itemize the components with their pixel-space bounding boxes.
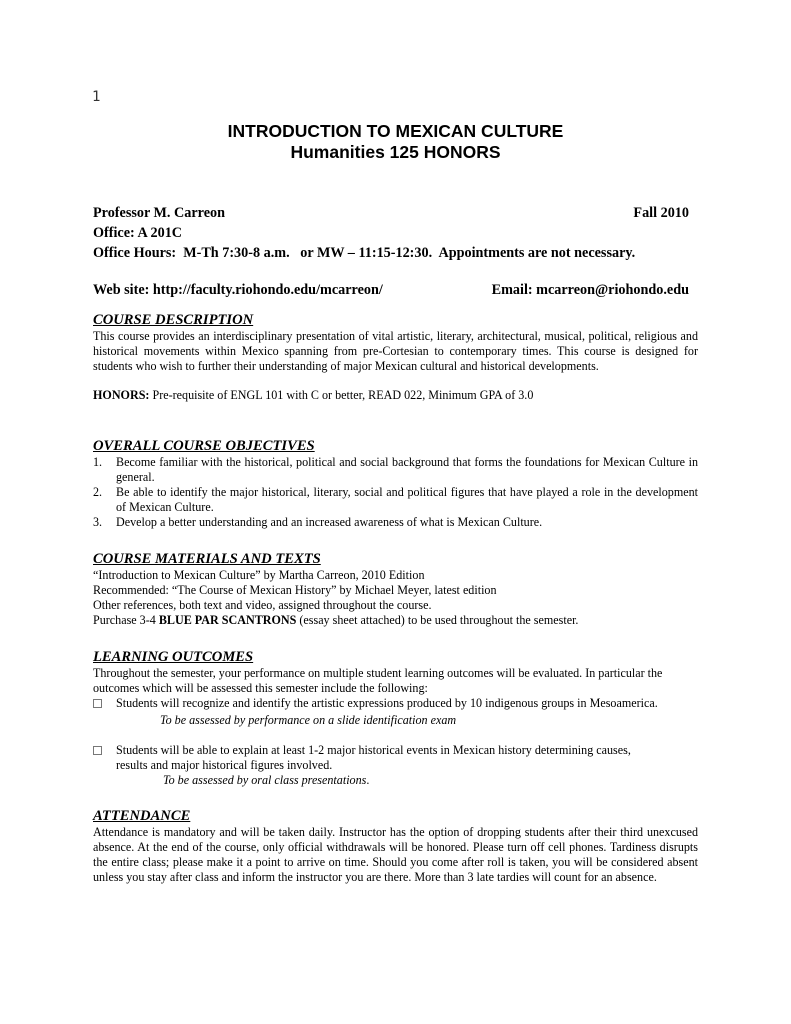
list-text: Become familiar with the historical, political and social background that forms the foundations for Mexican Culture in general. [116, 455, 698, 484]
honors-requirements [93, 388, 698, 403]
instructor-info [93, 203, 689, 300]
office: Office: A 201C [93, 225, 183, 241]
outcome-text-line: results and major historical figures involved. [116, 758, 333, 772]
website-link[interactable]: Web site: http://faculty.riohondo.edu/mcarreon/ [93, 282, 383, 298]
assessment-note [93, 773, 698, 788]
course-title: INTRODUCTION TO MEXICAN CULTURE [227, 121, 564, 141]
list-text: Develop a better understanding and an increased awareness of what is Mexican Culture. [116, 515, 543, 529]
checkbox-bullet-icon [93, 743, 116, 773]
outcome-text-line: Students will be able to explain at least 1-2 major historical events in Mexican history determining causes, [116, 743, 631, 757]
office-hours: Office Hours: M-Th 7:30-8 a.m. or MW – 11:15-12:30. Appointments are not necessary. [93, 245, 636, 261]
list-number: 3. [93, 515, 103, 529]
attendance-section [93, 808, 698, 885]
objectives-section [93, 438, 698, 530]
section-heading: LEARNING OUTCOMES [93, 649, 254, 665]
scantron-line [93, 613, 698, 628]
scantron-prefix: Purchase 3-4 [93, 613, 159, 627]
outcome-text: Students will recognize and identify the artistic expressions produced by 10 indigenous groups in Mesoamerica. [116, 696, 658, 710]
course-description-text: This course provides an interdisciplinary presentation of vital artistic, literary, architectural, musical, political, religious and historical movements within Mexico spanning from pre-Cortesian to contemporary times. This course is designed for students who wish to further their understanding of major Mexican cultural and historical developments. [93, 329, 698, 373]
list-item [93, 515, 698, 530]
outcome-text [116, 743, 631, 773]
checkbox-bullet-icon [93, 696, 116, 713]
assessment-text: To be assessed by oral class presentations [163, 773, 367, 787]
recommended-line: Recommended: “The Course of Mexican History” by Michael Meyer, latest edition [93, 583, 497, 597]
section-heading: COURSE MATERIALS AND TEXTS [93, 551, 321, 567]
attendance-text: Attendance is mandatory and will be taken daily. Instructor has the option of dropping students after their third unexcused absence. At the end of the course, only official withdrawals will be honored. Please turn off cell phones. Tardiness disrupts the entire class; please make it a point to arrive on time. Should you come after roll is taken, you will be considered absent unless you stay after class and inform the instructor you are there. More than 3 late tardies will count for an absence. [93, 825, 698, 884]
outcomes-section [93, 649, 698, 788]
references-line: Other references, both text and video, assigned throughout the course. [93, 598, 432, 612]
outcomes-intro: Throughout the semester, your performance on multiple student learning outcomes will be evaluated. In particular the outcomes which will be assessed this semester include the following: [93, 666, 663, 695]
list-number: 2. [93, 485, 103, 499]
textbook-line: “Introduction to Mexican Culture” by Martha Carreon, 2010 Edition [93, 568, 425, 582]
scantron-suffix: (essay sheet attached) to be used throughout the semester. [296, 613, 579, 627]
objectives-list [93, 455, 698, 530]
section-heading: ATTENDANCE [93, 808, 191, 824]
email-link[interactable]: Email: mcarreon@riohondo.edu [491, 282, 689, 298]
course-description-section [93, 312, 698, 403]
list-item [93, 455, 698, 485]
section-heading: COURSE DESCRIPTION [93, 312, 254, 328]
professor-name: Professor M. Carreon [93, 205, 225, 221]
list-item [93, 485, 698, 515]
term: Fall 2010 [633, 205, 689, 221]
section-heading: OVERALL COURSE OBJECTIVES [93, 438, 315, 454]
document-title [0, 121, 791, 163]
page-number: 1 [92, 89, 101, 105]
list-text: Be able to identify the major historical, literary, social and political figures that have played a role in the development of Mexican Culture. [116, 485, 698, 514]
honors-label: HONORS: [93, 388, 150, 402]
honors-text: Pre-requisite of ENGL 101 with C or better, READ 022, Minimum GPA of 3.0 [149, 388, 534, 402]
list-number: 1. [93, 455, 103, 469]
materials-section [93, 551, 698, 628]
course-subtitle: Humanities 125 HONORS [290, 142, 501, 162]
list-item [93, 696, 698, 713]
scantron-bold: BLUE PAR SCANTRONS [158, 613, 297, 627]
assessment-note: To be assessed by performance on a slide identification exam [160, 713, 457, 727]
list-item [93, 743, 698, 773]
assessment-period: . [366, 773, 370, 787]
